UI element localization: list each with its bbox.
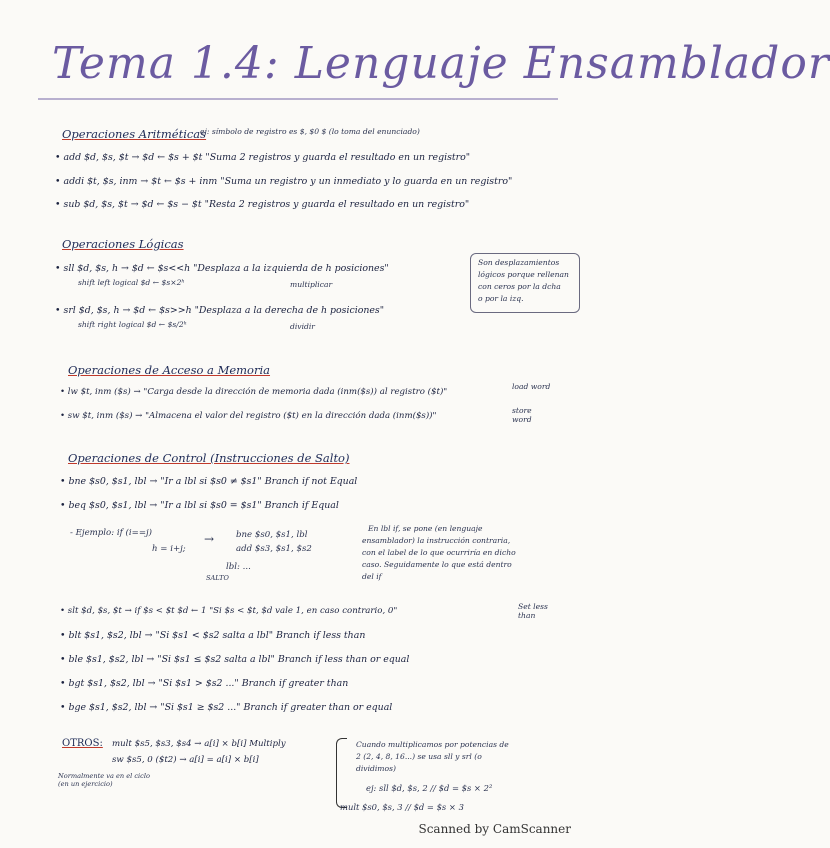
side-note-4: o por la izq. [478, 294, 524, 303]
note-pot-2: 2 (2, 4, 8, 16...) se usa sll y srl (o [356, 752, 482, 761]
line-srl-sub: shift right logical $d ← $s/2ʰ [78, 320, 187, 329]
page-title: Tema 1.4: Lenguaje Ensamblador [52, 38, 830, 89]
line-sll: • sll $d, $s, h → $d ← $s<<h "Desplaza a la izquierda de h posiciones" [55, 263, 389, 274]
section-heading-otros: OTROS: [62, 738, 103, 749]
example-salto: SALTO [206, 574, 229, 582]
line-lw-right: load word [512, 382, 551, 391]
line-add: • add $d, $s, $t → $d ← $s + $t "Suma 2 registros y guarda el resultado en un registro" [55, 152, 471, 163]
example-note-5: del if [362, 572, 382, 581]
line-ble: • ble $s1, $s2, lbl → "Si $s1 ≤ $s2 salta a lbl" Branch if less than or equal [60, 654, 410, 665]
example-note-3: con el label de lo que ocurriría en dicho [362, 548, 516, 557]
side-note-3: con ceros por la dcha [478, 282, 561, 291]
brace-icon [336, 738, 347, 808]
example-add: add $s3, $s1, $s2 [236, 544, 312, 554]
section-heading-logicas: Operaciones Lógicas [62, 237, 184, 251]
line-bge: • bge $s1, $s2, lbl → "Si $s1 ≥ $s2 ..." Branch if greater than or equal [60, 702, 393, 713]
section-heading-memoria: Operaciones de Acceso a Memoria [68, 363, 271, 377]
note-ciclo: Normalmente va en el ciclo (en un ejercicio) [58, 772, 150, 788]
side-note-2: lógicos porque rellenan [478, 270, 569, 279]
note-pot-3: dividimos) [356, 764, 396, 773]
line-mult: mult $s5, $s3, $s4 → a[i] × b[i] Multiply [112, 739, 286, 749]
note-pot-1: Cuando multiplicamos por potencias de [356, 740, 509, 749]
line-lw: • lw $t, inm ($s) → "Carga desde la dirección de memoria dada (inm($s)) al registro ($t)" [60, 387, 448, 397]
line-beq: • beq $s0, $s1, lbl → "Ir a lbl si $s0 = $s1" Branch if Equal [60, 500, 339, 511]
example-if: - Ejemplo: if (i==j) [70, 528, 153, 538]
example-body: h = i+j; [152, 544, 186, 554]
line-sw: • sw $t, inm ($s) → "Almacena el valor del registro ($t) en la dirección dada (inm($s))" [60, 411, 437, 421]
note-pot-5: mult $s0, $s, 3 // $d = $s × 3 [340, 802, 464, 812]
note-registro: ej: símbolo de registro es $, $0 $ (lo toma del enunciado) [200, 127, 420, 136]
example-note-4: caso. Seguidamente lo que está dentro [362, 560, 512, 569]
line-srl: • srl $d, $s, h → $d ← $s>>h "Desplaza a la derecha de h posiciones" [55, 305, 385, 316]
line-blt: • blt $s1, $s2, lbl → "Si $s1 < $s2 salta a lbl" Branch if less than [60, 630, 366, 641]
line-sll-sub: shift left logical $d ← $s×2ʰ [78, 278, 185, 287]
line-sub: • sub $d, $s, $t → $d ← $s − $t "Resta 2 registros y guarda el resultado en un registro" [55, 199, 470, 210]
example-bne: bne $s0, $s1, lbl [236, 530, 308, 540]
line-sw-mult: sw $s5, 0 ($t2) → a[i] = a[i] × b[i] [112, 755, 259, 765]
arrow-icon: → [204, 532, 215, 546]
section-heading-control: Operaciones de Control (Instrucciones de Salto) [68, 451, 350, 465]
line-sll-mult: multiplicar [290, 280, 333, 289]
example-note-2: ensamblador) la instrucción contraria, [362, 536, 511, 545]
title-underline [38, 98, 558, 100]
line-srl-div: dividir [290, 322, 315, 331]
line-slt-right: Set less than [518, 602, 548, 620]
note-pot-4: ej: sll $d, $s, 2 // $d = $s × 2² [366, 783, 493, 793]
example-note-1: En lbl if, se pone (en lenguaje [368, 524, 483, 533]
line-bgt: • bgt $s1, $s2, lbl → "Si $s1 > $s2 ..." Branch if greater than [60, 678, 349, 689]
line-bne: • bne $s0, $s1, lbl → "Ir a lbl si $s0 ≠ $s1" Branch if not Equal [60, 476, 358, 487]
side-note-1: Son desplazamientos [478, 258, 560, 267]
line-sw-right: store word [512, 406, 532, 424]
footer-watermark: Scanned by CamScanner [418, 822, 571, 836]
line-addi: • addi $t, $s, inm → $t ← $s + inm "Suma un registro y un inmediato y lo guarda en un registro" [55, 176, 513, 187]
section-heading-aritmeticas: Operaciones Aritméticas [62, 127, 207, 141]
example-label: lbl: ... [226, 562, 251, 572]
line-slt: • slt $d, $s, $t → if $s < $t $d ← 1 "Si $s < $t, $d vale 1, en caso contrario, 0" [60, 606, 398, 616]
